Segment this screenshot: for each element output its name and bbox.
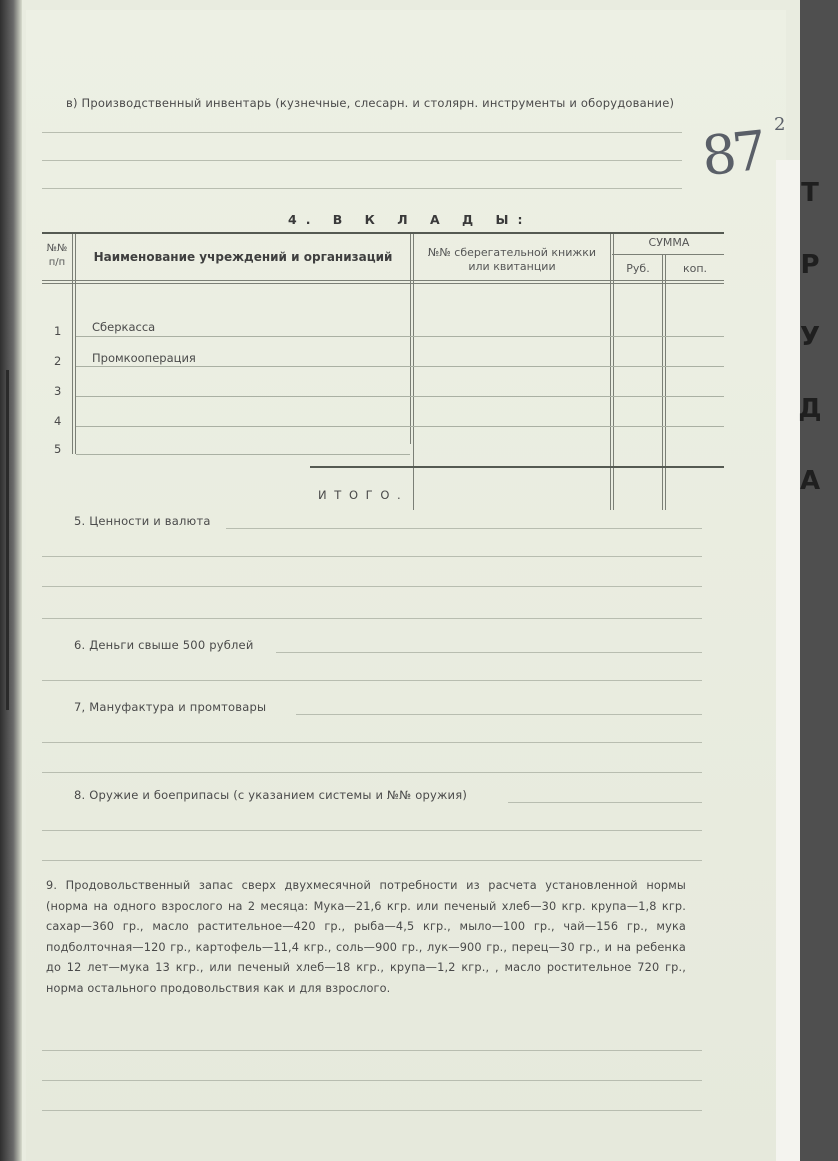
row-name: Промкооперация bbox=[92, 351, 196, 365]
row-number: 3 bbox=[54, 384, 62, 398]
ruled-line bbox=[42, 556, 702, 557]
header-name: Наименование учреждений и организаций bbox=[93, 250, 393, 264]
row-number: 5 bbox=[54, 442, 62, 456]
ruled-line bbox=[296, 714, 702, 715]
ruled-line bbox=[42, 830, 702, 831]
header-rub: Руб. bbox=[626, 262, 650, 275]
section-8-label: 8. Оружие и боеприпасы (с указанием системы и №№ оружия) bbox=[74, 788, 468, 802]
binder-tab bbox=[6, 370, 9, 710]
ruled-line bbox=[276, 652, 702, 653]
ruled-line bbox=[42, 586, 702, 587]
document-page bbox=[26, 10, 786, 1161]
ruled-line bbox=[42, 188, 682, 189]
row-line bbox=[76, 454, 410, 455]
ruled-line bbox=[42, 160, 682, 161]
col-divider bbox=[75, 234, 76, 454]
row-line bbox=[76, 426, 724, 427]
handwritten-superscript: 2 bbox=[774, 114, 786, 135]
ruled-line bbox=[42, 680, 702, 681]
header-sum: СУММА bbox=[648, 236, 690, 249]
row-line bbox=[76, 336, 724, 337]
col-divider bbox=[610, 234, 611, 510]
row-number: 1 bbox=[54, 324, 62, 338]
ruled-line bbox=[42, 772, 702, 773]
deposits-table bbox=[42, 232, 724, 514]
ruled-line bbox=[42, 742, 702, 743]
adjacent-text: Т Р У Д А bbox=[795, 178, 825, 502]
row-line bbox=[76, 396, 724, 397]
row-line bbox=[76, 366, 724, 367]
section-6-label: 6. Деньги свыше 500 рублей bbox=[74, 638, 254, 652]
row-number: 2 bbox=[54, 354, 62, 368]
section-9-text: 9. Продовольственный запас сверх двухмесячной потребности из расчета установленной нормы (норма на одного взрослого на 2 месяца: Мука—21,6 кгр. или печеный хлеб—30 кгр. крупа—1,8 кгр. сахар—360 гр., масло растительное—420 гр., рыба—4,5 кгр., мыло—100 гр., чай—156 гр., мука подболточная—120 гр., картофель—11,4 кгр., соль—900 гр., лук—900 гр., перец—30 гр., и на ребенка до 12 лет—мука 13 кгр., или печеный хлеб—18 кгр., крупа—1,2 кгр., , масло ростительное 720 гр., норма остального продовольствия как и для взрослого. bbox=[46, 879, 686, 995]
row-number: 4 bbox=[54, 414, 62, 428]
ruled-line bbox=[42, 860, 702, 861]
ruled-line bbox=[226, 528, 702, 529]
col-divider bbox=[665, 254, 666, 510]
ruled-line bbox=[42, 1110, 702, 1111]
table-header-border bbox=[42, 283, 724, 284]
row-name: Сберкасса bbox=[92, 320, 156, 334]
col-divider bbox=[662, 254, 663, 510]
ruled-line bbox=[42, 1080, 702, 1081]
binder-edge bbox=[0, 0, 22, 1161]
header-kop: коп. bbox=[682, 262, 708, 275]
section-4-title: 4. В К Л А Д Ы: bbox=[288, 212, 532, 227]
handwritten-page-number: 87 bbox=[698, 118, 766, 189]
col-divider bbox=[410, 234, 411, 444]
header-book: №№ сберегательной книжки или квитанции bbox=[427, 246, 597, 273]
adjacent-page-text bbox=[782, 178, 825, 502]
ruled-line bbox=[42, 1050, 702, 1051]
section-5-label: 5. Ценности и валюта bbox=[74, 514, 211, 528]
table-header-border bbox=[42, 280, 724, 281]
sum-subheader-line bbox=[612, 254, 724, 255]
total-line bbox=[310, 466, 724, 468]
col-divider bbox=[413, 234, 414, 510]
col-divider bbox=[72, 234, 73, 454]
ruled-line bbox=[42, 618, 702, 619]
ruled-line bbox=[508, 802, 702, 803]
table-top-border bbox=[42, 232, 724, 234]
total-label: И Т О Г О . bbox=[318, 488, 403, 502]
section-7-label: 7, Мануфактура и промтовары bbox=[74, 700, 267, 714]
header-num: №№ п/п bbox=[46, 243, 68, 268]
ruled-line bbox=[42, 132, 682, 133]
section-v-label: в) Производственный инвентарь (кузнечные, слесарн. и столярн. инструменты и оборудование) bbox=[66, 96, 675, 110]
